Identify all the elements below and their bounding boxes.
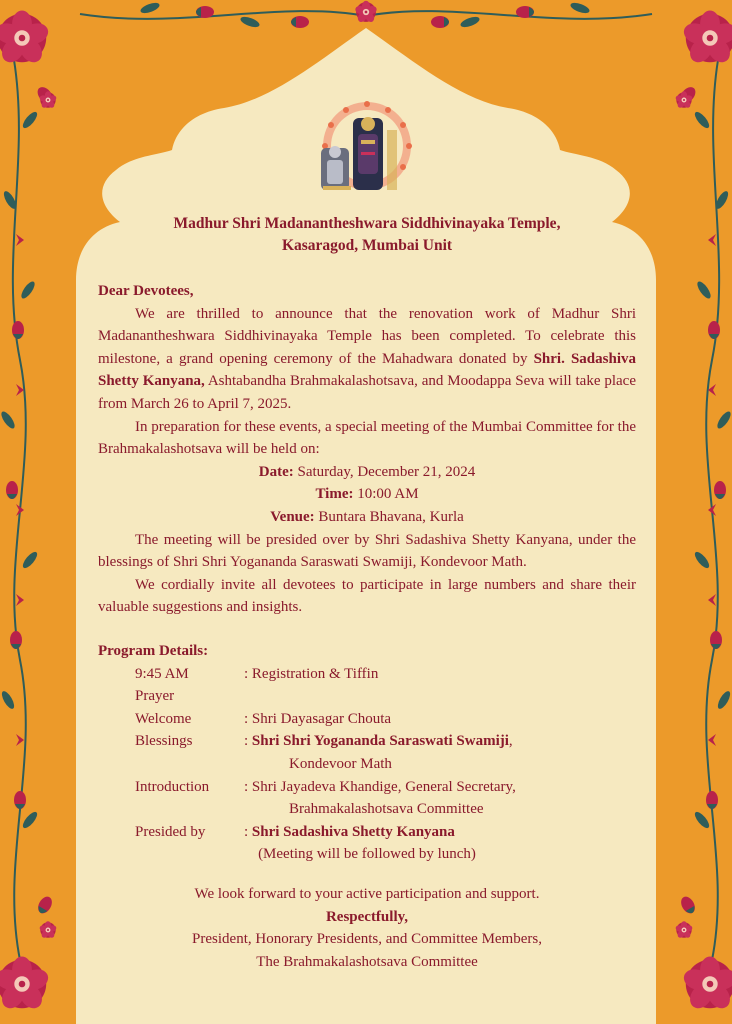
program-row	[98, 776, 636, 799]
donor-name: Shri. Sadashiva Shetty Kanyana,	[98, 350, 636, 390]
paragraph-invitation: We cordially invite all devotees to participate in large numbers and share their valuable suggestions and insights.	[98, 576, 636, 616]
program-value: : Shri Jayadeva Khandige, General Secretary,	[244, 778, 516, 795]
program-value	[244, 685, 636, 708]
program-row	[98, 663, 636, 686]
venue-value: Buntara Bhavana, Kurla	[314, 508, 464, 525]
program-details	[98, 640, 636, 866]
program-row	[98, 821, 636, 844]
program-key: Blessings	[135, 733, 193, 750]
closing-committee: The Brahmakalashotsava Committee	[256, 953, 478, 970]
introduction-continuation: Brahmakalashotsava Committee	[289, 801, 484, 818]
closing	[98, 883, 636, 973]
program-row	[98, 708, 636, 731]
blessings-prefix: :	[244, 733, 252, 750]
program-value	[244, 730, 636, 753]
closing-respectfully: Respectfully,	[325, 908, 409, 925]
date-label: Date:	[258, 463, 294, 480]
meeting-time	[98, 483, 636, 506]
presided-name: Shri Sadashiva Shetty Kanyana	[251, 823, 455, 840]
program-heading: Program Details:	[98, 643, 209, 659]
program-key: Presided by	[135, 823, 206, 840]
lunch-note: (Meeting will be followed by lunch)	[258, 846, 476, 863]
program-value	[244, 821, 636, 844]
time-label: Time:	[315, 486, 354, 503]
venue-label: Venue:	[270, 508, 315, 525]
letter-body	[98, 280, 636, 619]
blessings-suffix: ,	[508, 733, 513, 750]
presided-prefix: :	[244, 823, 252, 840]
title-line-2: Kasaragod, Mumbai Unit	[281, 237, 453, 254]
blessings-continuation: Kondevoor Math	[289, 755, 392, 772]
program-key: Introduction	[135, 778, 210, 795]
paragraph-preparation: In preparation for these events, a special meeting of the Mumbai Committee for the Brahmakalashotsava will be held on:	[98, 418, 636, 458]
time-value: 10:00 AM	[353, 486, 419, 503]
program-key: Welcome	[135, 710, 192, 727]
program-row	[98, 730, 636, 753]
closing-line-1: We look forward to your active participation and support.	[194, 886, 540, 902]
program-value: : Registration & Tiffin	[244, 665, 379, 682]
program-key: 9:45 AM	[135, 665, 189, 682]
paragraph-presided: The meeting will be presided over by Shri Sadashiva Shetty Kanyana, under the blessings of Shri Shri Yogananda Saraswati Swamiji, Kondevoor Math.	[98, 531, 636, 571]
date-value: Saturday, December 21, 2024	[293, 463, 476, 480]
paragraph-announcement	[98, 303, 636, 416]
blessings-name: Shri Shri Yogananda Saraswati Swamiji	[251, 733, 509, 750]
salutation: Dear Devotees,	[98, 283, 194, 299]
closing-signatories: President, Honorary Presidents, and Committee Members,	[192, 931, 542, 948]
program-key: Prayer	[135, 688, 175, 705]
program-row	[98, 685, 636, 708]
announcement-text-a: We are thrilled to announce that the renovation work of Madhur Shri Madanantheshwara Siddhivinayaka Temple has been completed. To celebrate this milestone, a grand opening ceremony of the Mahadwara donated by	[98, 305, 636, 367]
meeting-date	[98, 461, 636, 484]
title-line-1: Madhur Shri Madanantheshwara Siddhivinayaka Temple,	[173, 215, 561, 232]
announcement-text-b: Ashtabandha Brahmakalashotsava, and Moodappa Seva will take place from March 26 to April 7, 2025.	[98, 373, 636, 412]
letter-content	[98, 0, 636, 1024]
program-value: : Shri Dayasagar Chouta	[244, 710, 392, 727]
meeting-venue	[98, 506, 636, 529]
